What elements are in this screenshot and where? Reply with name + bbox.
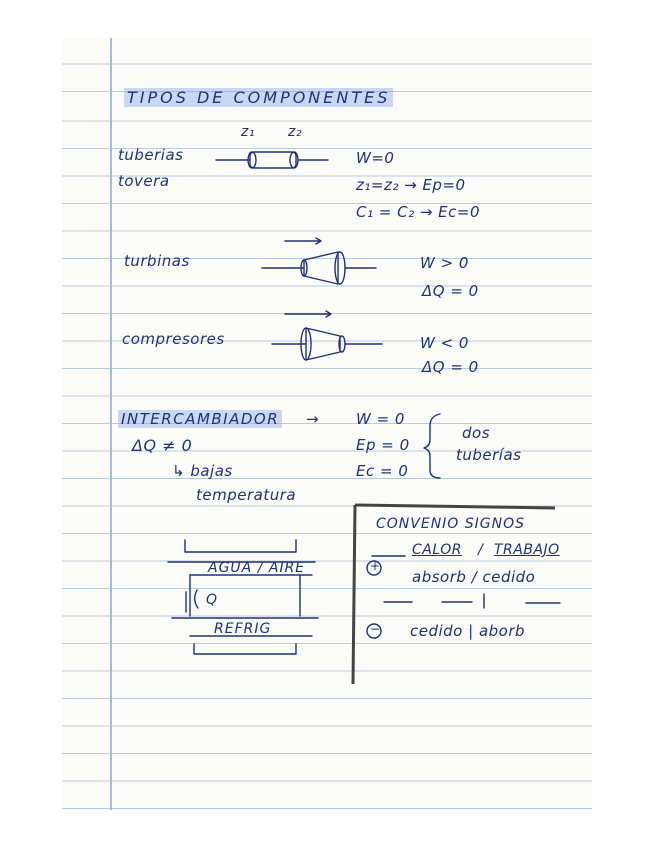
exchanger-eq-ec: Ec = 0 bbox=[356, 462, 409, 480]
turbines-eq-heat: ΔQ = 0 bbox=[422, 282, 479, 300]
sketch-top-label: AGUA / AIRE bbox=[208, 560, 306, 576]
sign-col-work: TRABAJO bbox=[494, 542, 560, 558]
exchanger-eq-work: W = 0 bbox=[356, 410, 405, 428]
pipes-eq-work: W=0 bbox=[356, 149, 395, 167]
compressors-eq-heat: ΔQ = 0 bbox=[422, 358, 479, 376]
exchanger-arrow: → bbox=[306, 410, 320, 428]
exchanger-note-temp: temperatura bbox=[196, 486, 297, 504]
compressors-eq-work: W < 0 bbox=[420, 334, 469, 352]
sign-plus-row: absorb / cedido bbox=[412, 568, 536, 586]
exchanger-note-low: ↳ bajas bbox=[172, 462, 233, 480]
pipes-label: tuberias bbox=[118, 146, 184, 164]
turbines-eq-work: W > 0 bbox=[420, 254, 469, 272]
sign-title: CONVENIO SIGNOS bbox=[376, 516, 526, 532]
margin-line bbox=[110, 38, 112, 810]
pipes-eq-ep: z₁=z₂ → Ep=0 bbox=[356, 176, 466, 194]
minus-sign: − bbox=[370, 622, 381, 636]
sign-col-sep: / bbox=[478, 542, 484, 558]
exchanger-label: INTERCAMBIADOR bbox=[118, 410, 282, 428]
sketch-bottom-label: REFRIG bbox=[214, 621, 272, 637]
plus-sign: + bbox=[370, 559, 381, 573]
sign-col-heat: CALOR bbox=[412, 542, 462, 558]
z2-label: z₂ bbox=[288, 124, 302, 140]
sketch-q-label: Q bbox=[206, 592, 218, 608]
nozzle-label: tovera bbox=[118, 172, 170, 190]
sign-minus-row: cedido | aborb bbox=[410, 622, 526, 640]
compressors-label: compresores bbox=[122, 330, 225, 348]
z1-label: z₁ bbox=[241, 124, 255, 140]
exchanger-dq: ΔQ ≠ 0 bbox=[132, 436, 193, 455]
exchanger-side-2: tuberías bbox=[456, 446, 522, 464]
turbines-label: turbinas bbox=[124, 252, 190, 270]
exchanger-eq-ep: Ep = 0 bbox=[356, 436, 410, 454]
pipes-eq-ec: C₁ = C₂ → Ec=0 bbox=[356, 203, 481, 221]
exchanger-side-1: dos bbox=[462, 424, 491, 442]
page-title: TIPOS DE COMPONENTES bbox=[124, 88, 393, 107]
